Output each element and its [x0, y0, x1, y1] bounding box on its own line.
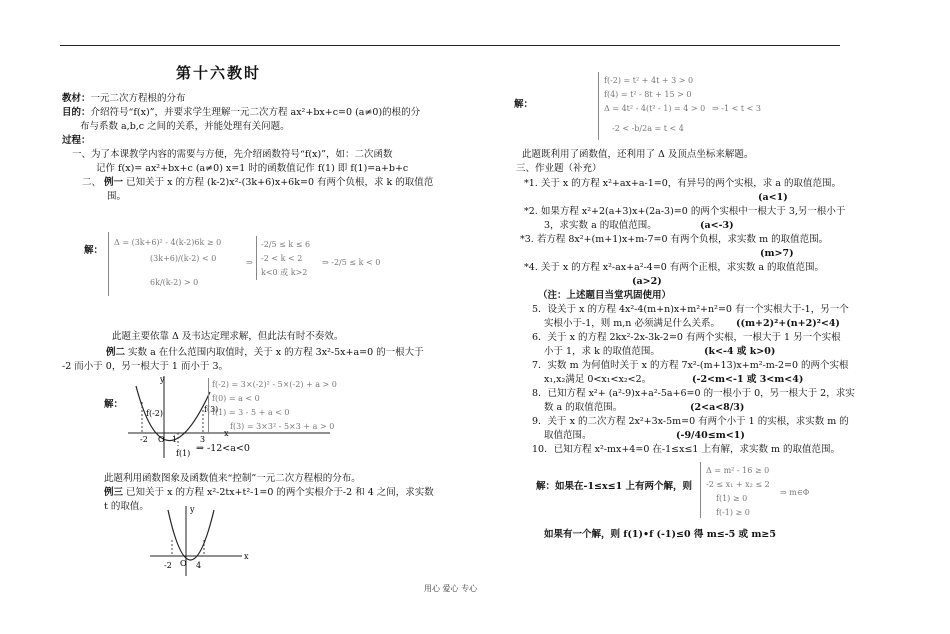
purpose-line: 目的：介绍符号“f(x)”，并要求学生理解一元二次方程 ax²+bx+c=0 (a≠0)的根的分	[62, 107, 421, 118]
sol10-brace	[700, 462, 701, 518]
purpose-line2: 布与系数 a,b,c 之间的关系，并能处理有关问题。	[80, 121, 290, 132]
homework-item: 6．关于 x 的方程 2kx²-2x-3k-2=0 有两个实根，一根大于 1 另一个实根	[532, 332, 841, 343]
item2-line2: 围。	[107, 191, 127, 202]
homework-item-cont: 实根小于-1，则 m,n 必须满足什么关系。	[544, 318, 720, 329]
homework-answer: (-9/40≤m<1)	[676, 430, 745, 441]
homework-item-cont: 3，求实数 a 的取值范围。	[544, 220, 657, 231]
solution2-brace	[208, 378, 209, 434]
homework-answer: ((m+2)²+(n+2)²<4)	[736, 318, 840, 329]
solution2-label: 解：	[104, 399, 124, 410]
homework-answer: (a<-3)	[700, 220, 734, 231]
parabola-graph-2	[146, 500, 256, 580]
sol10-line: -2 ≤ x₁ + x₂ ≤ 2	[706, 480, 770, 489]
tick-3: 3	[200, 435, 206, 444]
sol1-mid: -2/5 ≤ k ≤ 6	[261, 240, 311, 249]
right-sol-line: f(-2) = t² + 4t + 3 > 0	[604, 76, 694, 85]
y-axis-label: y	[190, 505, 195, 514]
sol10-tail: 如果有一个解，则 f(1)•f (-1)≤0 得 m≤-5 或 m≥5	[544, 529, 776, 540]
header-rule	[60, 45, 840, 46]
solution1-brace	[108, 232, 109, 296]
tick-4: 4	[196, 561, 202, 570]
right-solution-label: 解：	[514, 99, 534, 110]
homework-item-cont: 小于 1，求 k 的取值范围。	[544, 346, 660, 357]
sol10-line: f(1) ≥ 0	[716, 494, 748, 503]
right-solution-brace	[598, 72, 599, 140]
right-sol-line: Δ = 4t² - 4(t² - 1) = 4 > 0	[604, 104, 706, 113]
solution1-mid-brace	[256, 236, 257, 280]
homework-answer: (k<-4 或 k>0)	[704, 346, 776, 357]
homework-item: 10．已知方程 x²-mx+4=0 在-1≤x≤1 上有解，求实数 m 的取值范围。	[532, 444, 841, 455]
homework-title: 三、作业题（补充）	[516, 163, 602, 174]
note1: 此题主要依靠 Δ 及韦达定理求解，但此法有时不奏效。	[112, 331, 344, 342]
page-title: 第十六教时	[176, 64, 262, 82]
right-sol-line: f(4) = t² - 8t + 15 > 0	[604, 90, 692, 99]
homework-item: *4. 关于 x 的方程 x²-ax+a²-4=0 有两个正根，求实数 a 的取值范围。	[524, 262, 825, 273]
sol2-line: f(0) = a < 0	[212, 394, 260, 403]
homework-item: 8．已知方程 x²+ (a²-9)x+a²-5a+6=0 的一根小于 0，另一根大于 2，求实	[532, 388, 855, 399]
origin-label: O	[180, 559, 187, 568]
homework-item-cont: x₁,x₂满足 0<x₁<x₂<2。	[544, 374, 652, 385]
tick-minus2: -2	[164, 561, 172, 570]
homework-answer: (a>2)	[632, 276, 662, 287]
example3-line2: t 的取值。	[104, 501, 149, 512]
f3-label: f(3)	[204, 405, 219, 414]
sol2-result: ⇒ -12<a<0	[196, 443, 250, 454]
example2-line2: -2 而小于 0，另一根大于 1 而小于 3。	[62, 361, 228, 372]
origin-label: O	[158, 435, 165, 444]
x-axis-label: x	[224, 429, 229, 438]
sol1-line: (3k+6)/(k-2) < 0	[150, 254, 217, 263]
f1-label: f(1)	[176, 449, 191, 458]
sol10-line: Δ = m² - 16 ≥ 0	[706, 466, 770, 475]
sol2-line: f(1) = 3 - 5 + a < 0	[212, 408, 290, 417]
item1-line1: 一、为了本课教学内容的需要与方便，先介绍函数符号“f(x)”，如：二次函数	[72, 149, 393, 160]
right-sol-line: -2 < -b/2a = t < 4	[612, 124, 684, 133]
homework-answer: (-2<m<-1 或 3<m<4)	[692, 374, 804, 385]
tick-minus2: -2	[140, 435, 148, 444]
item1-line2: 记作 f(x)= ax²+bx+c (a≠0) x=1 时的函数值记作 f(1) 即 f(1)=a+b+c	[96, 163, 409, 174]
sol1-line: Δ = (3k+6)² - 4(k-2)6k ≥ 0	[114, 238, 222, 247]
sol2-line: f(-2) = 3×(-2)² - 5×(-2) + a > 0	[212, 380, 337, 389]
note2: 此题利用函数图象及函数值来“控制”一元二次方程根的分布。	[104, 473, 361, 484]
page-footer: 用心 爱心 专心	[424, 584, 478, 593]
homework-item: 5．设关于 x 的方程 4x²-4(m+n)x+m²+n²=0 有一个实根大于-1，另一个	[532, 304, 849, 315]
homework-item: *1. 关于 x 的方程 x²+ax+a-1=0，有异号的两个实根，求 a 的取值范围。	[524, 178, 841, 189]
homework-answer: (2<a<8/3)	[690, 402, 745, 413]
sol1-mid: -2 < k < 2	[261, 254, 303, 263]
homework-note: （注：上述题目当堂巩固使用）	[538, 290, 672, 301]
sol1-result: ⇒ -2/5 ≤ k < 0	[322, 258, 381, 267]
material-line: 教材：一元二次方程根的分布	[62, 93, 186, 104]
sol1-line: 6k/(k-2) > 0	[150, 278, 199, 287]
f-minus2-label: f(-2)	[146, 409, 163, 418]
sol1-mid: k<0 或 k>2	[261, 268, 308, 277]
item2-line1: 二、 例一 已知关于 x 的方程 (k-2)x²-(3k+6)x+6k=0 有两个负根，求 k 的取值范	[82, 177, 434, 188]
sol10-line: f(-1) ≥ 0	[716, 508, 750, 517]
homework-item: *3. 若方程 8x²+(m+1)x+m-7=0 有两个负根，求实数 m 的取值范围。	[520, 234, 829, 245]
process-label: 过程：	[62, 135, 91, 146]
y-axis-label: y	[160, 375, 165, 384]
example2-line1: 例二 实数 a 在什么范围内取值时，关于 x 的方程 3x²-5x+a=0 的一根大于	[106, 347, 424, 358]
sol10-result: ⇒ m∈Φ	[780, 488, 810, 497]
homework-item: 9．关于 x 的二次方程 2x²+3x-5m=0 有两个小于 1 的实根，求实数 m 的	[532, 416, 849, 427]
sol10-label: 解：如果在-1≤x≤1 上有两个解，则	[536, 481, 693, 492]
homework-answer: (m>7)	[760, 248, 794, 259]
solution1-label: 解：	[84, 245, 104, 256]
parabola-curve	[168, 510, 214, 560]
tick-1: 1	[172, 435, 178, 444]
right-note: 此题既利用了函数值，还利用了 Δ 及顶点坐标来解题。	[522, 149, 754, 160]
example3-line1: 例三 已知关于 x 的方程 x²-2tx+t²-1=0 的两个实根介于-2 和 4 之间，求实数	[104, 487, 434, 498]
right-sol-result: ⇒ -1 < t < 3	[712, 104, 761, 113]
homework-item: 7．实数 m 为何值时关于 x 的方程 7x²-(m+13)x+m²-m-2=0 的两个实根	[532, 360, 849, 371]
homework-item-cont: 数 a 的取值范围。	[544, 402, 623, 413]
sol2-line: f(3) = 3×3² - 5×3 + a > 0	[230, 422, 335, 431]
implies-arrow: ⇒	[246, 258, 253, 267]
homework-item-cont: 取值范围。	[544, 430, 592, 441]
homework-item: *2. 如果方程 x²+2(a+3)x+(2a-3)=0 的两个实根中一根大于 3,另一根小于	[524, 206, 846, 217]
homework-answer: (a<1)	[758, 192, 788, 203]
x-axis-label: x	[244, 552, 249, 561]
